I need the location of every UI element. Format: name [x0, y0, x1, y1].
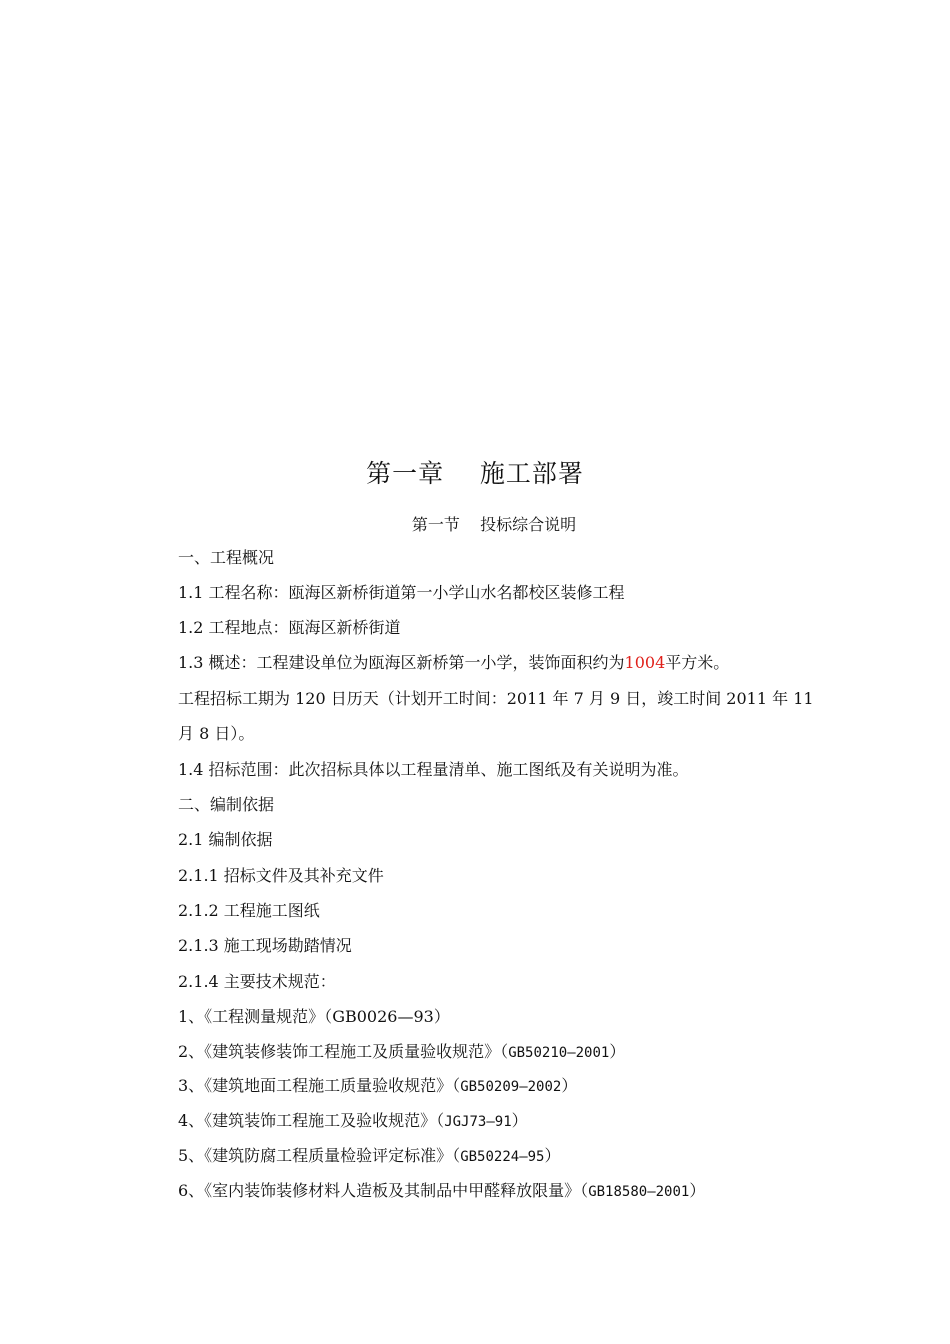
item-2-1: 2.1 编制依据: [178, 830, 273, 849]
schedule-line-2: 月 8 日）。: [178, 724, 255, 743]
bidding-scope: 1.4 招标范围：此次招标具体以工程量清单、施工图纸及有关说明为准。: [178, 760, 689, 779]
heading-compilation-basis: 二、编制依据: [178, 795, 275, 814]
standard-prefix: 4、《建筑装饰工程施工及验收规范》（: [178, 1111, 445, 1130]
standard-item: [178, 1181, 798, 1202]
standard-prefix: 5、《建筑防腐工程质量检验评定标准》（: [178, 1146, 461, 1165]
heading-project-overview: 一、工程概况: [178, 548, 275, 567]
standard-code: GB50224—95: [460, 1149, 545, 1165]
section-title: 第一节 投标综合说明: [411, 515, 577, 534]
standard-suffix: ）: [689, 1181, 706, 1200]
project-summary-suffix: 平方米。: [665, 653, 730, 672]
project-location: 1.2 工程地点：瓯海区新桥街道: [178, 618, 401, 637]
standard-prefix: 1、《工程测量规范》（: [178, 1007, 333, 1026]
standard-code: GB50209—2002: [460, 1079, 562, 1095]
standard-code: GB50210—2001: [508, 1045, 610, 1061]
chapter-title: 第一章 施工部署: [366, 459, 584, 488]
standard-item: [178, 1042, 798, 1063]
standard-code: JGJ73—91: [444, 1114, 512, 1130]
standard-suffix: ）: [544, 1146, 561, 1165]
project-name: 1.1 工程名称：瓯海区新桥街道第一小学山水名都校区装修工程: [178, 583, 625, 602]
item-2-1-3: 2.1.3 施工现场勘踏情况: [178, 936, 352, 955]
item-2-1-4: 2.1.4 主要技术规范：: [178, 972, 336, 991]
standard-prefix: 3、《建筑地面工程施工质量验收规范》（: [178, 1076, 461, 1095]
standard-prefix: 2、《建筑装修装饰工程施工及质量验收规范》（: [178, 1042, 509, 1061]
project-summary-prefix: 1.3 概述：工程建设单位为瓯海区新桥第一小学，装饰面积约为: [178, 653, 625, 672]
standard-suffix: ）: [433, 1007, 450, 1026]
item-2-1-2: 2.1.2 工程施工图纸: [178, 901, 320, 920]
decoration-area-value: 1004: [624, 653, 666, 672]
standard-item: [178, 1111, 798, 1132]
standard-item: [178, 1076, 798, 1097]
project-summary: [178, 653, 798, 673]
schedule-line-1: 工程招标工期为 120 日历天（计划开工时间：2011 年 7 月 9 日，竣工时间 2011 年 11: [178, 689, 814, 708]
standard-item: [178, 1007, 798, 1027]
standard-code: GB18580—2001: [588, 1184, 690, 1200]
standard-suffix: ）: [609, 1042, 626, 1061]
standard-suffix: ）: [561, 1076, 578, 1095]
standard-prefix: 6、《室内装饰装修材料人造板及其制品中甲醛释放限量》（: [178, 1181, 589, 1200]
item-2-1-1: 2.1.1 招标文件及其补充文件: [178, 866, 384, 885]
standard-code: GB0026—93: [332, 1007, 434, 1026]
standard-item: [178, 1146, 798, 1167]
standard-suffix: ）: [511, 1111, 528, 1130]
